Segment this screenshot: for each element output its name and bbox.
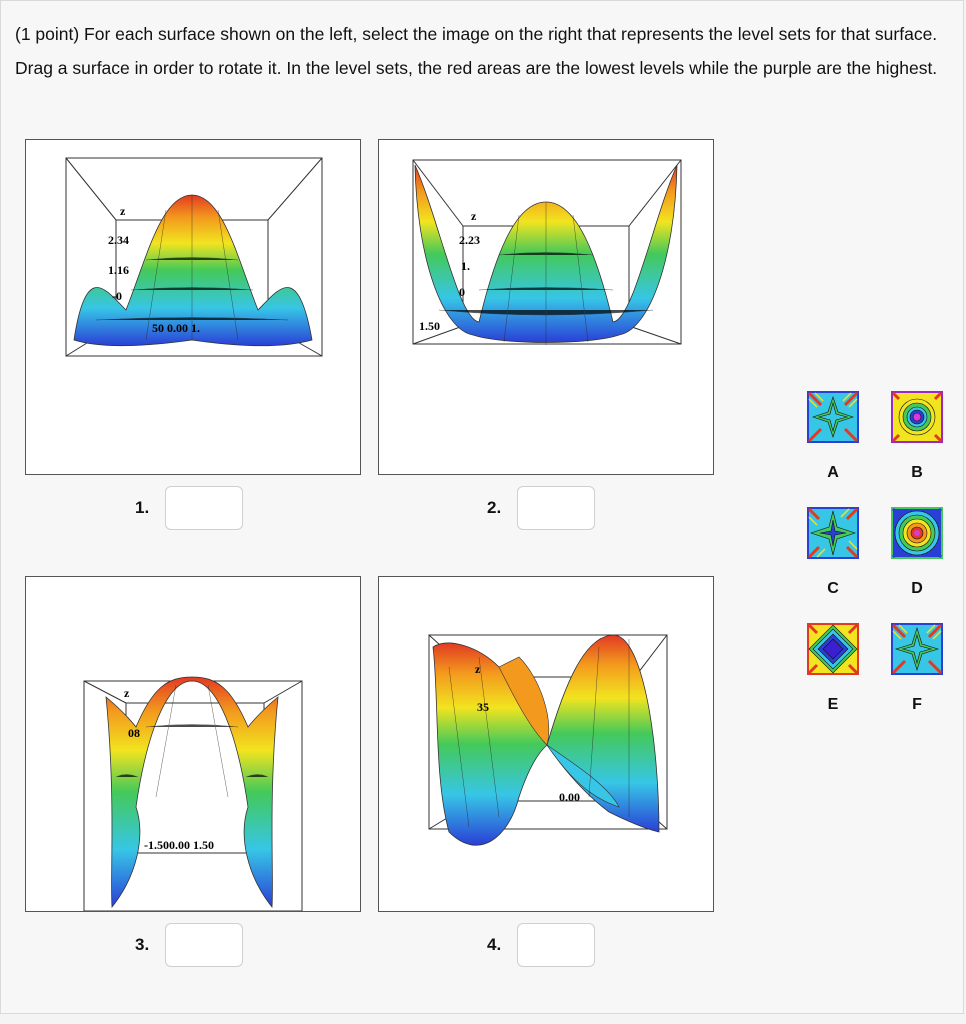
level-set-label-b: B (911, 464, 923, 481)
surface-plot-2[interactable] (378, 139, 714, 475)
surface-number-2: 2. (487, 498, 502, 517)
level-set-label-a: A (827, 464, 839, 481)
level-set-b[interactable] (891, 391, 943, 443)
level-set-e[interactable] (807, 623, 859, 675)
z-axis-label-1: z (120, 204, 126, 218)
level-set-f-graphic (891, 623, 943, 675)
z-axis-label-4: z (475, 662, 481, 676)
z-axis-label-2: z (471, 209, 477, 223)
z-tick-mid-1: 1.16 (108, 263, 129, 277)
z-tick-top-3: 08 (128, 726, 140, 740)
z-tick-top-4: 35 (477, 700, 489, 714)
answer-box-3[interactable] (165, 923, 243, 967)
level-set-label-e: E (827, 696, 839, 713)
z-tick-low-2: 0 (459, 285, 465, 299)
answer-box-1[interactable] (165, 486, 243, 530)
surface-graphic-1 (26, 140, 360, 474)
level-set-a-graphic (807, 391, 859, 443)
x-ticks-4: 0.00 (559, 790, 580, 804)
surface-plot-4[interactable] (378, 576, 714, 912)
level-set-label-c: C (827, 580, 839, 597)
surface-graphic-2 (379, 140, 713, 474)
level-set-label-f: F (912, 696, 922, 713)
level-set-b-graphic (891, 391, 943, 443)
level-set-a[interactable] (807, 391, 859, 443)
z-axis-label-3: z (124, 686, 130, 700)
x-ticks-1: 50 0.00 1. (152, 321, 200, 335)
surface-graphic-3 (26, 577, 360, 911)
level-set-c[interactable] (807, 507, 859, 559)
z-tick-low-1: -0 (112, 289, 122, 303)
level-set-label-d: D (911, 580, 923, 597)
problem-prompt: (1 point) For each surface shown on the left, select the image on the right that represents the level sets for that surface. Drag a surface in order to rotate it. In the level sets, the red areas are the lowest levels while the purple are the highest. (15, 24, 938, 78)
surface-plot-3[interactable] (25, 576, 361, 912)
surface-number-4: 4. (487, 935, 502, 954)
x-ticks-2: 1.50 (419, 319, 440, 333)
level-set-d[interactable] (891, 507, 943, 559)
answer-box-2[interactable] (517, 486, 595, 530)
level-set-d-graphic (891, 507, 943, 559)
surface-plot-1[interactable] (25, 139, 361, 475)
surface-number-3: 3. (135, 935, 150, 954)
level-set-f[interactable] (891, 623, 943, 675)
level-set-e-graphic (807, 623, 859, 675)
answer-box-4[interactable] (517, 923, 595, 967)
surface-number-1: 1. (135, 498, 150, 517)
level-set-c-graphic (807, 507, 859, 559)
z-tick-top-1: 2.34 (108, 233, 129, 247)
x-ticks-3: -1.500.00 1.50 (144, 838, 214, 852)
z-tick-top-2: 2.23 (459, 233, 480, 247)
z-tick-mid-2: 1. (461, 259, 470, 273)
surface-graphic-4 (379, 577, 713, 911)
